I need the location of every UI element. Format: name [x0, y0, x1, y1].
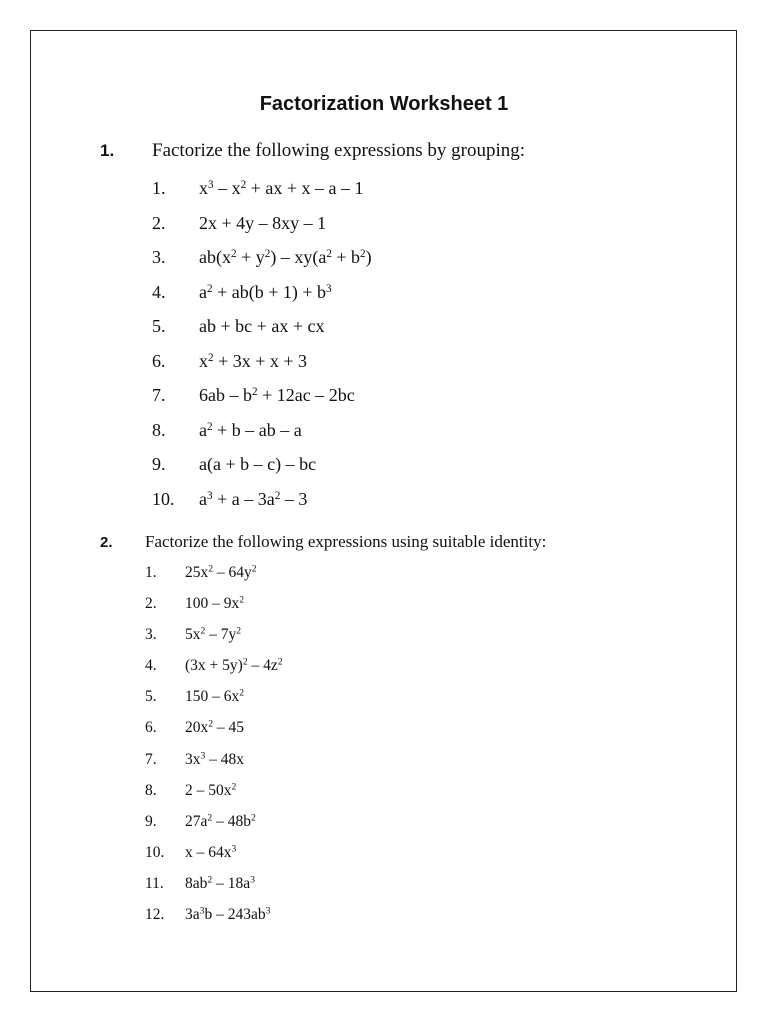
question-item	[100, 875, 546, 906]
question-expression: $x^3 - x^2$ + ax + x – a – 1	[199, 178, 364, 198]
question-item	[100, 178, 525, 213]
question-expression: $a^2 + b$ – ab – a	[199, 419, 302, 440]
question-number: 1.	[152, 178, 166, 198]
question-expression: $5x^2 - 7y^2$	[185, 625, 242, 644]
question-expression: $3a^3b - 243ab^3$	[185, 905, 271, 924]
question-expression: $8ab^2 - 18a^3$	[185, 874, 255, 892]
page-title: Factorization Worksheet 1	[259, 93, 509, 115]
question-number: 6.	[145, 719, 157, 737]
question-item	[100, 351, 525, 386]
question-expression: $3x^3 - 48x$	[185, 750, 245, 768]
section-header	[100, 140, 525, 178]
question-number: 8.	[145, 781, 157, 799]
question-item	[100, 906, 546, 937]
question-item	[100, 719, 546, 750]
question-number: 9.	[145, 812, 157, 830]
question-expression: $27a^2 - 48b^2$	[185, 812, 256, 830]
section-header	[100, 532, 546, 564]
question-list	[100, 564, 546, 937]
section-heading: Factorize the following expressions using suitable identity:	[145, 532, 547, 551]
question-expression: x – $64x^3$	[185, 843, 237, 861]
question-item	[100, 489, 525, 524]
question-list	[100, 178, 525, 523]
question-item	[100, 420, 525, 455]
question-number: 7.	[145, 750, 157, 768]
question-number: 7.	[152, 385, 166, 405]
section-heading: Factorize the following expressions by grouping:	[152, 140, 526, 161]
question-item	[100, 213, 525, 248]
question-expression: $(3x + 5y)^2 - 4z^2$	[185, 657, 283, 675]
question-expression: $ab(x^2 + y^2) - xy(a^2 + b^2)$	[199, 247, 372, 267]
question-number: 10.	[145, 843, 165, 861]
question-number: 2.	[145, 595, 157, 613]
question-expression: a(a + b – c) – bc	[199, 454, 317, 474]
question-expression: $2 - 50x^2$	[185, 781, 237, 799]
question-number: 3.	[152, 247, 166, 267]
question-number: 6.	[152, 350, 166, 371]
question-item	[100, 385, 525, 420]
question-expression: $6ab - b^2 + 12ac - 2bc$	[199, 385, 355, 405]
question-number: 1.	[145, 564, 157, 581]
question-item	[100, 454, 525, 489]
question-number: 4.	[145, 657, 157, 675]
question-expression: $20x^2 - 45$	[185, 719, 245, 737]
question-expression: $a^2 + ab(b + 1) + b^3$	[199, 281, 332, 302]
question-number: 11.	[145, 874, 164, 892]
question-item	[100, 247, 525, 282]
question-expression: $100 - 9x^2$	[185, 594, 245, 613]
question-item	[100, 282, 525, 317]
section-grouping	[100, 140, 525, 523]
question-item	[100, 657, 546, 688]
question-expression: 2x + 4y – 8xy – 1	[199, 212, 327, 233]
question-item	[100, 844, 546, 875]
question-number: 5.	[145, 688, 157, 706]
question-number: 10.	[152, 488, 175, 509]
question-item	[100, 782, 546, 813]
section-number: 2.	[100, 534, 113, 551]
section-number: 1.	[100, 141, 115, 160]
question-expression: ab + bc + ax + cx	[199, 316, 325, 336]
question-number: 8.	[152, 419, 166, 440]
question-expression: $25x^2 - 64y^2$	[185, 563, 257, 581]
question-expression: $a^3 + a - 3a^2 - 3$	[199, 488, 308, 509]
section-identity	[100, 532, 546, 937]
question-expression: $x^2 + 3x + x + 3$	[199, 350, 308, 371]
question-number: 12.	[145, 906, 165, 924]
question-item	[100, 564, 546, 595]
question-expression: $150 - 6x^2$	[185, 688, 245, 706]
question-item	[100, 688, 546, 719]
question-number: 2.	[152, 212, 166, 233]
question-item	[100, 316, 525, 351]
question-item	[100, 626, 546, 657]
question-number: 9.	[152, 454, 166, 474]
question-number: 3.	[145, 626, 157, 644]
question-number: 4.	[152, 281, 166, 302]
question-item	[100, 813, 546, 844]
question-number: 5.	[152, 316, 166, 336]
question-item	[100, 595, 546, 626]
question-item	[100, 751, 546, 782]
